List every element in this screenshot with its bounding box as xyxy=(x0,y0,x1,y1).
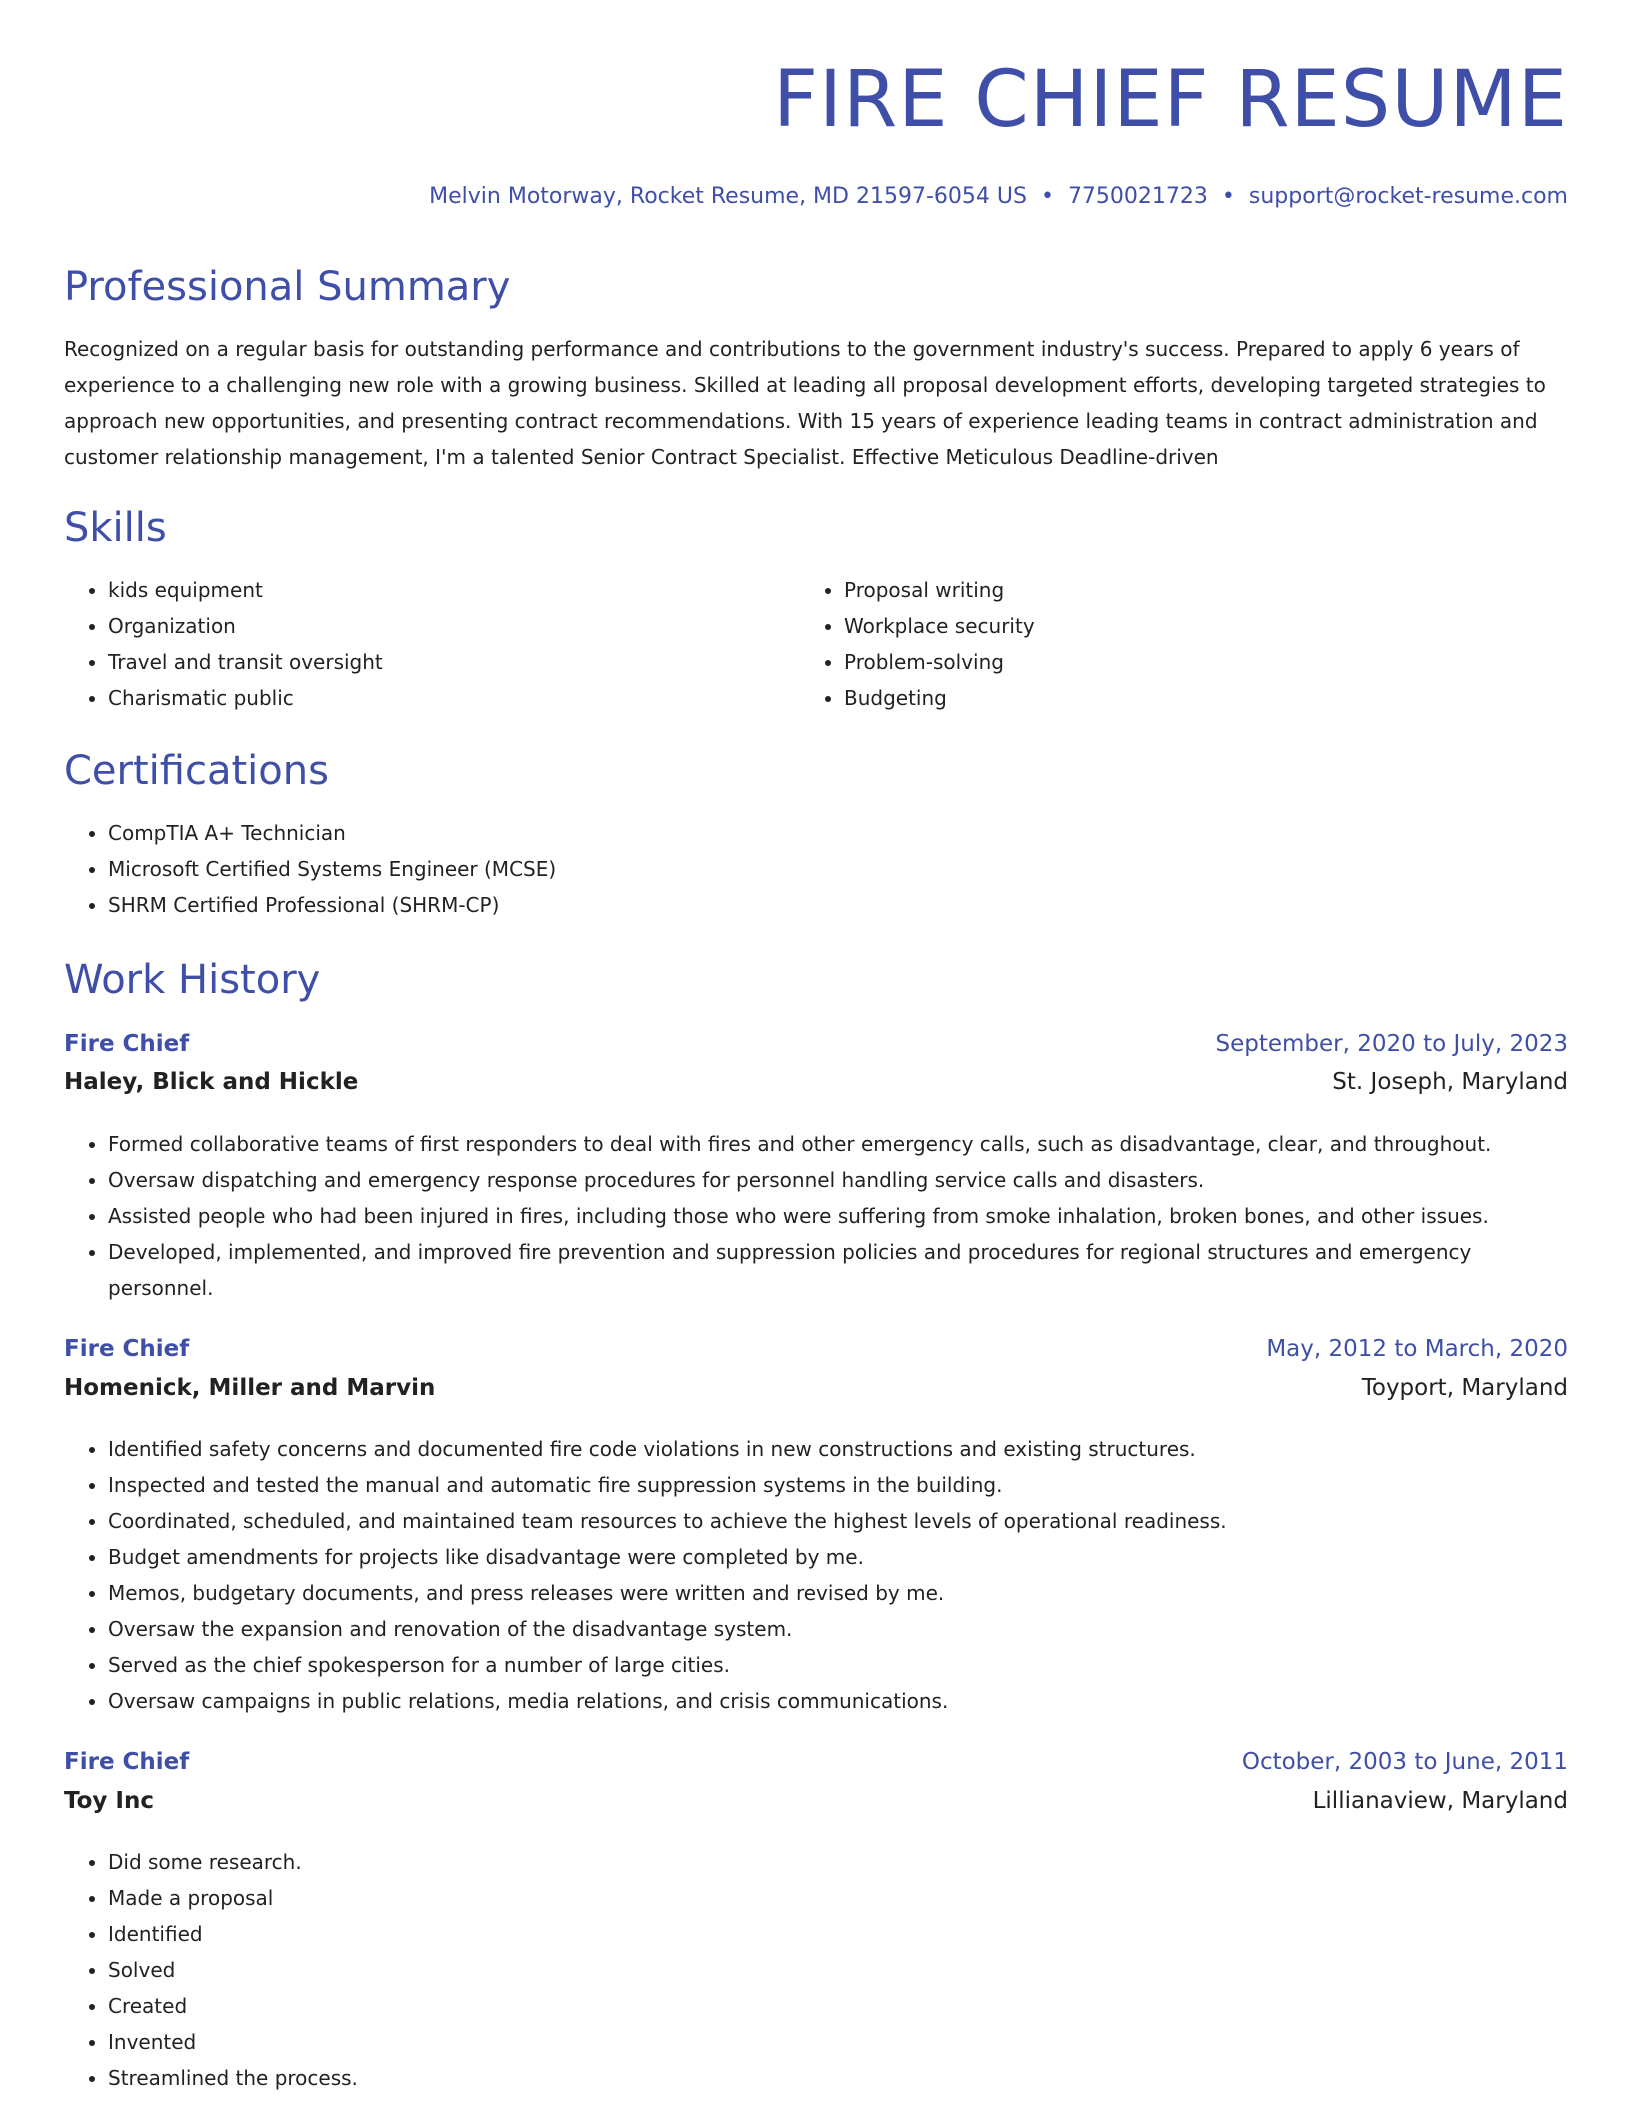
job-duty: • Solved xyxy=(108,1952,1568,1988)
certifications-heading: Certifications xyxy=(64,748,329,794)
job-duty: • Developed, implemented, and improved fire prevention and suppression policies and procedures for regional structures and emergency personnel. xyxy=(108,1234,1568,1306)
job-header-row xyxy=(64,1746,1568,1778)
work-history-heading: Work History xyxy=(64,957,321,1003)
job-title: Fire Chief xyxy=(64,1031,190,1057)
job-duty: • Identified safety concerns and documented fire code violations in new constructions and existing structures. xyxy=(108,1431,1568,1467)
skill-item: • kids equipment xyxy=(108,572,808,608)
job-duty: • Identified xyxy=(108,1916,1568,1952)
job-company-row xyxy=(64,1372,1568,1404)
skills-list-right xyxy=(800,572,1544,716)
summary-heading: Professional Summary xyxy=(64,264,511,310)
certification-item: • CompTIA A+ Technician xyxy=(108,815,1508,851)
job-duty: • Did some research. xyxy=(108,1844,1568,1880)
skill-item: • Organization xyxy=(108,608,808,644)
summary-text: Recognized on a regular basis for outstanding performance and contributions to the government industry's success. Prepared to apply 6 years of experience to a challenging new role with a growing business. Skilled at leading all proposal development efforts, developing targeted strategies to approach new opportunities, and presenting contract recommendations. With 15 years of experience leading teams in contract administration and customer relationship management, I'm a talented Senior Contract Specialist. Effective Meticulous Deadline-driven xyxy=(64,337,1546,469)
job-location: St. Joseph, Maryland xyxy=(1332,1069,1568,1095)
job-duty: • Assisted people who had been injured in fires, including those who were suffering from smoke inhalation, broken bones, and other issues. xyxy=(108,1198,1568,1234)
job-company: Toy Inc xyxy=(64,1788,155,1814)
contact-email[interactable]: support@rocket-resume.com xyxy=(1248,184,1568,209)
job-company: Haley, Blick and Hickle xyxy=(64,1069,359,1095)
job-duty: • Oversaw dispatching and emergency response procedures for personnel handling service calls and disasters. xyxy=(108,1162,1568,1198)
job-duty: • Created xyxy=(108,1988,1568,2024)
job-location: Lillianaview, Maryland xyxy=(1312,1788,1568,1814)
skills-heading: Skills xyxy=(64,505,167,551)
job-company: Homenick, Miller and Marvin xyxy=(64,1375,436,1401)
job-title: Fire Chief xyxy=(64,1336,190,1362)
contact-line xyxy=(429,182,1568,212)
skill-item: • Problem-solving xyxy=(844,644,1544,680)
skill-item: • Workplace security xyxy=(844,608,1544,644)
job-duty: • Formed collaborative teams of first responders to deal with fires and other emergency calls, such as disadvantage, clear, and throughout. xyxy=(108,1126,1568,1162)
certification-item: • Microsoft Certified Systems Engineer (MCSE) xyxy=(108,851,1508,887)
job-duty: • Budget amendments for projects like disadvantage were completed by me. xyxy=(108,1539,1568,1575)
contact-phone: 7750021723 xyxy=(1067,184,1208,209)
skill-item: • Charismatic public xyxy=(108,680,808,716)
skill-item: • Travel and transit oversight xyxy=(108,644,808,680)
job-duties-list xyxy=(64,1126,1568,1306)
job-duty: • Streamlined the process. xyxy=(108,2060,1568,2096)
job-duty: • Oversaw the expansion and renovation of the disadvantage system. xyxy=(108,1611,1568,1647)
job-duty: • Inspected and tested the manual and automatic fire suppression systems in the building. xyxy=(108,1467,1568,1503)
job-duties-list xyxy=(64,1844,1568,2096)
job-duty: • Oversaw campaigns in public relations, media relations, and crisis communications. xyxy=(108,1683,1568,1719)
job-location: Toyport, Maryland xyxy=(1361,1375,1568,1401)
skill-item: • Proposal writing xyxy=(844,572,1544,608)
job-duty: • Served as the chief spokesperson for a number of large cities. xyxy=(108,1647,1568,1683)
job-duty: • Coordinated, scheduled, and maintained team resources to achieve the highest levels of operational readiness. xyxy=(108,1503,1568,1539)
certification-item: • SHRM Certified Professional (SHRM-CP) xyxy=(108,887,1508,923)
resume-title: FIRE CHIEF RESUME xyxy=(773,55,1568,145)
skills-list-left xyxy=(64,572,808,716)
skill-item: • Budgeting xyxy=(844,680,1544,716)
job-dates: October, 2003 to June, 2011 xyxy=(1241,1749,1568,1775)
job-duties-list xyxy=(64,1431,1568,1719)
contact-separator: • xyxy=(1040,184,1054,209)
job-company-row xyxy=(64,1785,1568,1817)
job-duty: • Made a proposal xyxy=(108,1880,1568,1916)
job-duty: • Memos, budgetary documents, and press releases were written and revised by me. xyxy=(108,1575,1568,1611)
contact-address: Melvin Motorway, Rocket Resume, MD 21597-6054 US xyxy=(429,184,1027,209)
job-dates: September, 2020 to July, 2023 xyxy=(1215,1031,1568,1057)
contact-separator: • xyxy=(1221,184,1235,209)
job-company-row xyxy=(64,1066,1568,1098)
certifications-list xyxy=(64,815,1508,923)
job-dates: May, 2012 to March, 2020 xyxy=(1266,1336,1568,1362)
job-header-row xyxy=(64,1028,1568,1060)
job-header-row xyxy=(64,1333,1568,1365)
job-title: Fire Chief xyxy=(64,1749,190,1775)
job-duty: • Invented xyxy=(108,2024,1568,2060)
